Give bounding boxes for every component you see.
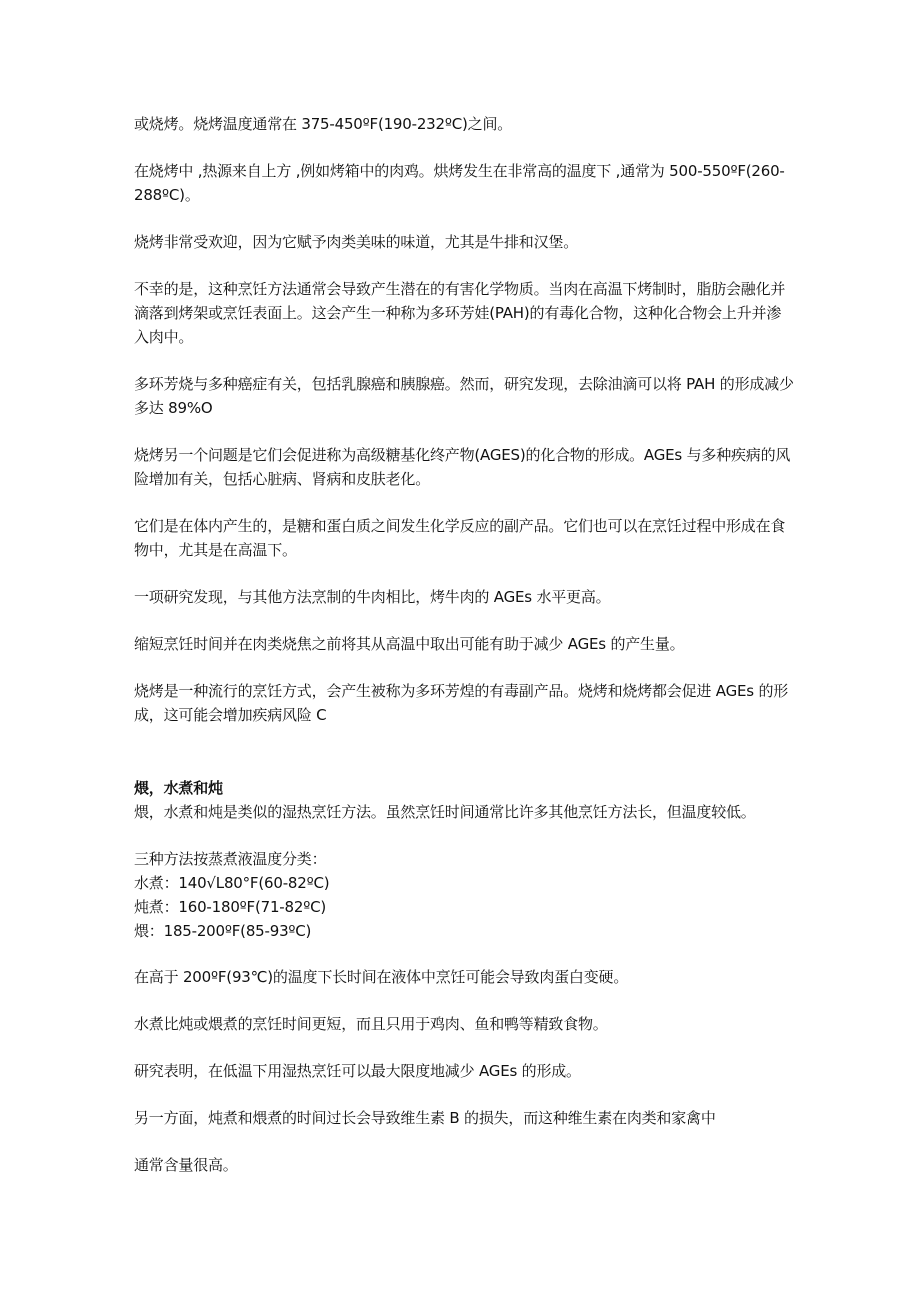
- list-item-poaching: 水煮：140√L80°F(60-82ºC): [134, 874, 330, 892]
- paragraph-grilling-summary: 烧烤是一种流行的烹饪方式，会产生被称为多环芳煌的有毒副产品。烧烤和烧烤都会促进 AGEs 的形成，这可能会增加疾病风险 C: [134, 682, 789, 724]
- paragraph-grilling-temperature: 或烧烤。烧烤温度通常在 375-450ºF(190-232ºC)之间。: [134, 115, 513, 133]
- paragraph-ages-origin: 它们是在体内产生的，是糖和蛋白质之间发生化学反应的副产品。它们也可以在烹饪过程中形成在食物中，尤其是在高温下。: [134, 517, 786, 559]
- paragraph-ages-reduce: 缩短烹饪时间并在肉类烧焦之前将其从高温中取出可能有助于减少 AGEs 的产生量。: [134, 635, 685, 653]
- paragraph-low-temp-research: 研究表明，在低温下用湿热烹饪可以最大限度地减少 AGEs 的形成。: [134, 1062, 581, 1080]
- paragraph-ages-study: 一项研究发现，与其他方法烹制的牛肉相比，烤牛肉的 AGEs 水平更高。: [134, 588, 611, 606]
- paragraph-poaching-time: 水煮比炖或煨煮的烹饪时间更短，而且只用于鸡肉、鱼和鸭等精致食物。: [134, 1015, 608, 1033]
- paragraph-pah-formation: 不幸的是，这种烹饪方法通常会导致产生潜在的有害化学物质。当肉在高温下烤制时，脂肪会融化并滴落到烤架或烹饪表面上。这会产生一种称为多环芳娃(PAH)的有毒化合物，这种化合物会上升并渗入肉中。: [134, 280, 786, 346]
- list-item-stewing: 炖煮：160-180ºF(71-82ºC): [134, 898, 327, 916]
- paragraph-ages-problem: 烧烤另一个问题是它们会促进称为高级糖基化终产物(AGES)的化合物的形成。AGEs 与多种疾病的风险增加有关，包括心脏病、肾病和皮肤老化。: [134, 446, 791, 488]
- list-title: 三种方法按蒸煮液温度分类：: [134, 850, 327, 868]
- paragraph-high-temp-liquid: 在高于 200ºF(93℃)的温度下长时间在液体中烹饪可能会导致肉蛋白变硬。: [134, 968, 629, 986]
- paragraph-broiling: 在烧烤中 ,热源来自上方 ,例如烤箱中的肉鸡。烘烤发生在非常高的温度下 ,通常为 500-550ºF(260-288ºC)。: [134, 162, 785, 204]
- document-page: [134, 112, 794, 1200]
- paragraph-grilling-popular: 烧烤非常受欢迎，因为它赋予肉类美味的味道，尤其是牛排和汉堡。: [134, 233, 579, 251]
- list-item-simmering: 煨：185-200ºF(85-93ºC): [134, 922, 312, 940]
- paragraph-pah-cancer: 多环芳烧与多种癌症有关，包括乳腺癌和胰腺癌。然而，研究发现，去除油滴可以将 PAH 的形成减少多达 89%O: [134, 375, 794, 417]
- paragraph-vitamin-b-loss: 另一方面，炖煮和煨煮的时间过长会导致维生素 B 的损失，而这种维生素在肉类和家禽中: [134, 1109, 716, 1127]
- section-intro: 煨，水煮和炖是类似的湿热烹饪方法。虽然烹饪时间通常比许多其他烹饪方法长，但温度较低。: [134, 803, 756, 821]
- section-heading: 煨，水煮和炖: [134, 779, 223, 797]
- paragraph-vitamin-b-content: 通常含量很高。: [134, 1156, 238, 1174]
